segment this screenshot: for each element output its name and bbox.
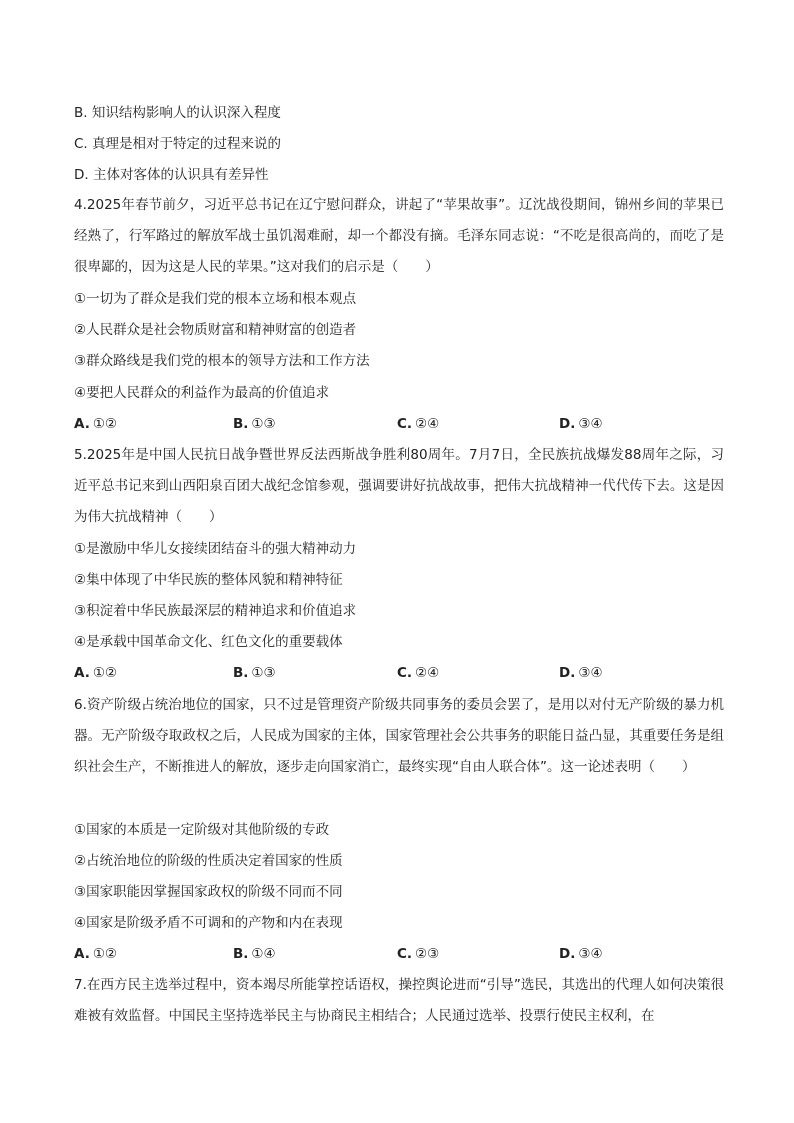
q6-statement-1: ①国家的本质是一定阶级对其他阶级的专政 — [74, 822, 330, 838]
q4-statement-2: ②人民群众是社会物质财富和精神财富的创造者 — [74, 322, 357, 338]
q4-option-a[interactable]: A. ①② — [74, 416, 118, 432]
q6-option-a[interactable]: A. ①② — [74, 946, 118, 962]
q4-option-c[interactable]: C. ②④ — [397, 416, 440, 432]
q5-statement-2: ②集中体现了中华民族的整体风貌和精神特征 — [74, 572, 343, 588]
question-4-stem: 4.2025年春节前夕，习近平总书记在辽宁慰问群众，讲起了“苹果故事”。辽沈战役期间，锦州乡间的苹果已经熟了，行军路过的解放军战士虽饥渴难耐，却一个都没有摘。毛泽东同志说：“不吃是很高尚的，而吃了是很卑鄙的，因为这是人民的苹果。”这对我们的启示是（ ） — [74, 197, 724, 275]
q5-options — [74, 663, 724, 683]
q5-option-b[interactable]: B. ①③ — [233, 665, 276, 681]
option-d-prev: D. 主体对客体的认识具有差异性 — [74, 167, 269, 183]
option-c-prev: C. 真理是相对于特定的过程来说的 — [74, 136, 282, 152]
q6-option-d[interactable]: D. ③④ — [559, 946, 603, 962]
q4-options — [74, 414, 724, 434]
q5-option-d[interactable]: D. ③④ — [559, 665, 603, 681]
q6-option-b[interactable]: B. ①④ — [233, 946, 276, 962]
q5-option-a[interactable]: A. ①② — [74, 665, 118, 681]
q5-option-c[interactable]: C. ②④ — [397, 665, 440, 681]
q4-statement-1: ①一切为了群众是我们党的根本立场和根本观点 — [74, 291, 357, 307]
q6-statement-3: ③国家职能因掌握国家政权的阶级不同而不同 — [74, 884, 343, 900]
q5-statement-1: ①是激励中华儿女接续团结奋斗的强大精神动力 — [74, 541, 357, 557]
q5-statement-4: ④是承载中国革命文化、红色文化的重要载体 — [74, 634, 343, 650]
q4-statement-4: ④要把人民群众的利益作为最高的价值追求 — [74, 385, 330, 401]
option-b-prev: B. 知识结构影响人的认识深入程度 — [74, 105, 281, 121]
q4-option-d[interactable]: D. ③④ — [559, 416, 603, 432]
q6-option-c[interactable]: C. ②③ — [397, 946, 440, 962]
question-7-stem: 7.在西方民主选举过程中，资本竭尽所能掌控话语权，操控舆论进而“引导”选民，其选出的代理人如何决策很难被有效监督。中国民主坚持选举民主与协商民主相结合；人民通过选举、投票行使民主权利，在 — [74, 977, 724, 1024]
q5-statement-3: ③积淀着中华民族最深层的精神追求和价值追求 — [74, 603, 357, 619]
q4-option-b[interactable]: B. ①③ — [233, 416, 276, 432]
question-5-stem: 5.2025年是中国人民抗日战争暨世界反法西斯战争胜利80周年。7月7日，全民族抗战爆发88周年之际，习近平总书记来到山西阳泉百团大战纪念馆参观，强调要讲好抗战故事，把伟大抗战精神一代代传下去。这是因为伟大抗战精神（ ） — [74, 447, 724, 525]
q6-statement-4: ④国家是阶级矛盾不可调和的产物和内在表现 — [74, 915, 343, 931]
q6-statement-2: ②占统治地位的阶级的性质决定着国家的性质 — [74, 853, 343, 869]
q4-statement-3: ③群众路线是我们党的根本的领导方法和工作方法 — [74, 353, 370, 369]
q6-options — [74, 944, 724, 964]
question-6-stem: 6.资产阶级占统治地位的国家，只不过是管理资产阶级共同事务的委员会罢了，是用以对付无产阶级的暴力机器。无产阶级夺取政权之后，人民成为国家的主体，国家管理社会公共事务的职能日益凸显，其重要任务是组织社会生产，不断推进人的解放，逐步走向国家消亡，最终实现“自由人联合体”。这一论述表明（ ） — [74, 697, 724, 775]
